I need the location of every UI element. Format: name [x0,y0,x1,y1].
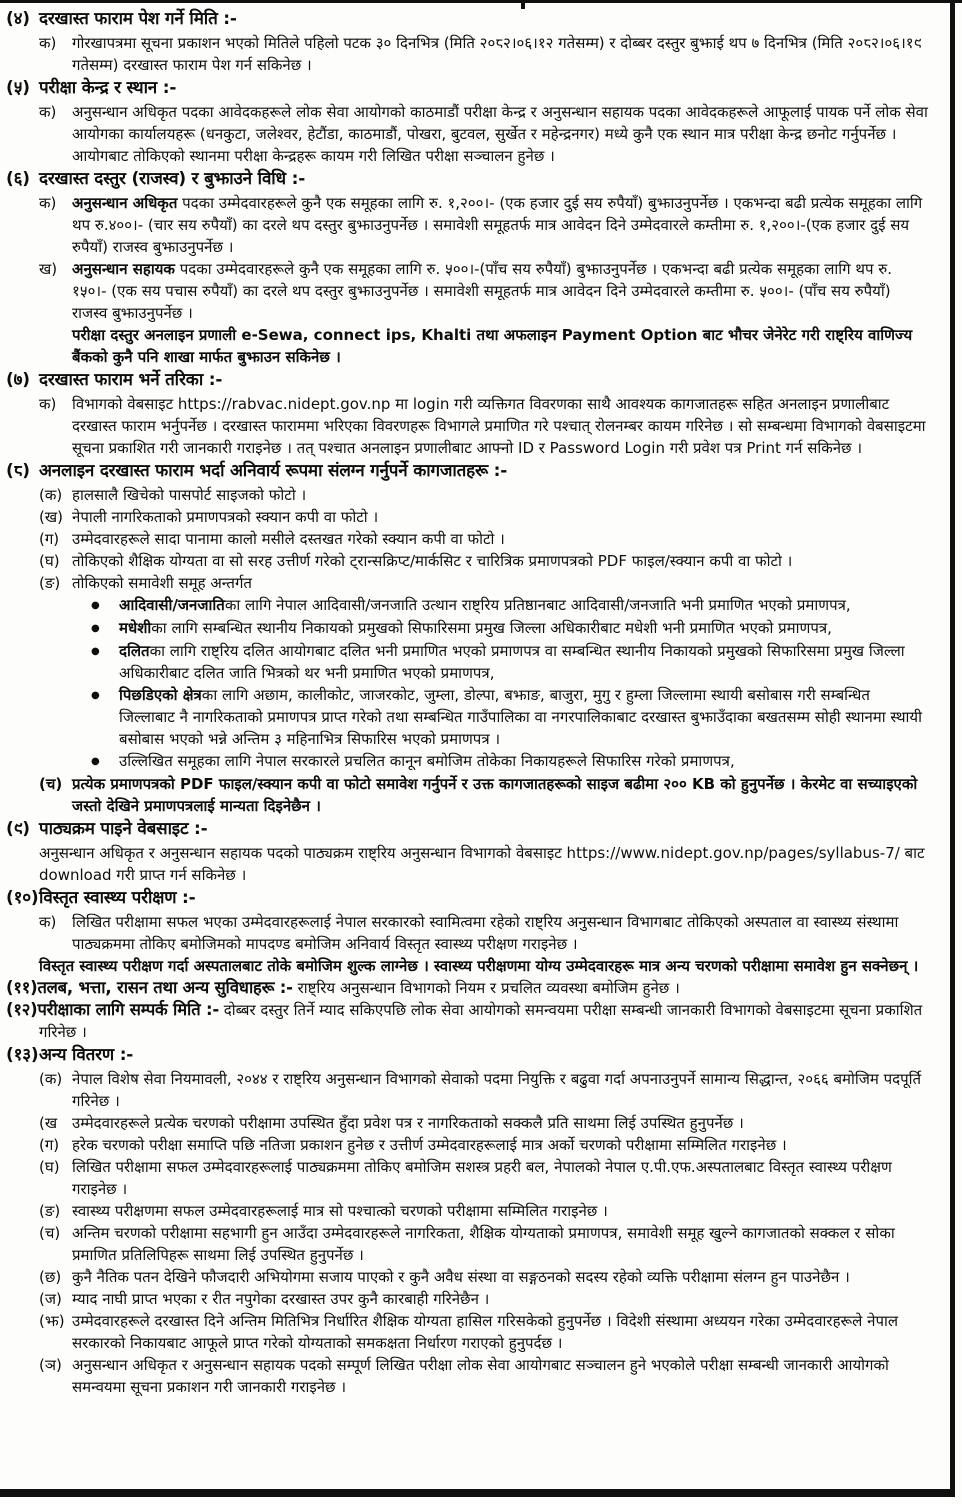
item-text [72,572,930,594]
item-body-text: अन्तिम चरणको परीक्षामा सहभागी हुन आउँदा उम्मेदवारहरूले नागरिकता, शैक्षिक योग्यताको प्रमाणपत्र, समावेशी समूह खुल्ने कागजातको सक्कल र सोका प्रमाणित प्रतिलिपिहरू साथमा लिई उपस्थित हुनुपर्नेछ । [72,1224,895,1264]
item-label: (ञ) [39,1356,62,1374]
item-label: ख) [39,260,58,278]
bullet-icon: ● [91,600,100,611]
item-label: क) [39,34,57,52]
item-body-text: कुनै नैतिक पतन देखिने फौजदारी अभियोगमा सजाय पाएको र कुनै अवैध संस्था वा सङ्गठनको सदस्य रहेको व्यक्ति परीक्षामा संलग्न हुन पाउनेछैन । [72,1268,850,1286]
list-item [39,1354,930,1398]
list-item [39,1156,930,1200]
bullet-icon: ● [91,623,100,634]
section-title: विस्तृत स्वास्थ्य परीक्षण :- [39,888,196,908]
item-label: (घ) [39,1158,60,1176]
list-item [39,484,930,506]
item-label: (ङ) [39,574,61,592]
list-item [39,192,930,258]
item-label: (ग) [39,530,60,548]
item-text [72,101,930,167]
section-title: पाठ्यक्रम पाइने वेबसाइट :- [39,819,208,839]
section-title: तलब, भत्ता, रासन तथा अन्य सुविधाहरू :- [37,978,293,997]
section-7 [6,368,930,459]
list-item [39,1200,930,1222]
bullet-text [119,684,930,750]
item-body-text: अनुसन्धान अधिकृत पदका आवेदकहरूले लोक सेवा आयोगको काठमाडौं परीक्षा केन्द्र र अनुसन्धान सहायक पदका आवेदकहरूले आफूलाई पायक पर्ने लोक सेवा आयोगका कार्यालयहरू (धनकुटा, जलेश्वर, हेटौंडा, काठमाडौं, पोखरा, बुटवल, सुर्खेत र महेन्द्रनगर) मध्ये कुनै एक स्थान मात्र परीक्षा केन्द्र छनोट गर्नुपर्नेछ । आयोगबाट तोकिएको स्थानमा परीक्षा केन्द्रहरू कायम गरी लिखित परीक्षा सञ्चालन हुनेछ । [72,103,928,165]
item-text [72,528,930,550]
item-body-text: स्वास्थ्य परीक्षणमा सफल उम्मेदवारहरूलाई मात्र सो पश्चात्को चरणको परीक्षामा सम्मिलित गराइनेछ । [72,1202,608,1220]
section-number: (६) [6,169,30,189]
item-body-text: पदका उम्मेदवारहरूले कुनै एक समूहका लागि रु. ५००।-(पाँच सय रुपैयाँ) बुझाउनुपर्नेछ । एकभन्दा बढी प्रत्येक समूहका लागि थप रु. १५०।- (एक सय पचास रुपैयाँ) का दरले थप दस्तुर बुझाउनुपर्नेछ । समावेशी समूहतर्फ मात्र आवेदन दिने उम्मेदवारले कम्तीमा रु. ५००।- (पाँच सय रुपैयाँ) राजस्व बुझाउनुपर्नेछ । [72,260,892,322]
item-text [72,1266,930,1288]
item-text [72,192,930,258]
section-title: दरखास्त दस्तुर (राजस्व) र बुझाउने विधि :- [39,169,306,189]
item-body-text: प्रत्येक प्रमाणपत्रको PDF फाइल/स्क्यान कपी वा फोटो समावेश गर्नुपर्ने र उक्त कागजातहरूको साइज बढीमा २०० KB को हुनुपर्नेछ । केरमेट वा सच्याइएको जस्तो देखिने प्रमाणपत्रलाई मान्यता दिइनेछैन । [72,775,918,815]
item-label: (ज) [39,1290,62,1308]
item-text [72,32,930,76]
item-label: (ख [39,1114,58,1132]
item-label: क) [39,103,57,121]
item-body-text: पदका उम्मेदवारहरूले कुनै एक समूहका लागि रु. १,२००।- (एक हजार दुई सय रुपैयाँ) बुझाउनुपर्नेछ । एकभन्दा बढी प्रत्येक समूहका लागि थप रु.४००।- (चार सय रुपैयाँ) का दरले थप दस्तुर बुझाउनुपर्नेछ । समावेशी समूहतर्फ मात्र आवेदन दिने उम्मेदवारले कम्तीमा रु. १,२००।-(एक हजार दुई सय रुपैयाँ) राजस्व बुझाउनुपर्नेछ । [72,194,923,256]
note-text: विस्तृत स्वास्थ्य परीक्षण गर्दा अस्पतालबाट तोके बमोजिम शुल्क लाग्नेछ । स्वास्थ्य परीक्षणमा योग्य उम्मेदवारहरू मात्र अन्य चरणको परीक्षामा समावेश हुन सक्नेछन् । [39,957,919,975]
list-item [39,1134,930,1156]
section-heading [6,368,930,393]
item-text [72,550,930,572]
section-heading [6,7,930,32]
section-heading [6,167,930,192]
bullet-item [91,594,930,617]
item-label: (छ) [39,1268,62,1286]
section-heading [6,1043,930,1068]
section-12 [6,999,930,1043]
bullet-body-text: का लागि नेपाल आदिवासी/जनजाति उत्थान राष्ट्रिय प्रतिष्ठानबाट आदिवासी/जनजाति भनी प्रमाणित भएको प्रमाणपत्र, [224,596,851,614]
bullet-item [91,640,930,684]
item-text [72,506,930,528]
item-body-text: उम्मेदवारहरूले दरखास्त दिने अन्तिम मितिभित्र निर्धारित शैक्षिक योग्यता हासिल गरिसकेको हुनुपर्नेछ । विदेशी संस्थामा अध्ययन गरेका उम्मेदवारहरूले नेपाल सरकारको निकायबाट आफूले प्राप्त गरेको योग्यताको समकक्षता निर्धारण गराएको हुनुपर्दछ । [72,1312,899,1352]
item-label: क) [39,194,57,212]
bullet-text [119,617,930,640]
item-text [72,1200,930,1222]
section-title: परीक्षा केन्द्र र स्थान :- [39,78,177,98]
list-item [39,911,930,955]
item-body-text: विभागको वेबसाइट https://rabvac.nidept.gov.np मा login गरी व्यक्तिगत विवरणका साथै आवश्यक कागजातहरू सहित अनलाइन प्रणालीबाट दरखास्त फाराम भर्नुपर्नेछ । दरखास्त फाराममा भरिएका विवरणहरू विभागले प्रमाणित गरे पश्चात् रोलनम्बर कायम गरिनेछ । सो सम्बन्धमा विभागको वेबसाइटमा सूचना प्रकाशित गरी जानकारी गराइनेछ । तत् पश्चात अनलाइन प्रणालीबाट आफ्नो ID र Password Login गरी प्रवेश पत्र Print गर्न सकिनेछ । [72,395,926,457]
item-body-text: हालसालै खिचेको पासपोर्ट साइजको फोटो । [72,486,307,504]
item-body-text: म्याद नाघी प्राप्त भएका र रीत नपुगेका दरखास्त उपर कुनै कारबाही गरिनेछैन । [72,1290,490,1308]
section-heading [6,459,930,484]
bullet-body-text: का लागि सम्बन्धित स्थानीय निकायको प्रमुखको सिफारिसमा प्रमुख जिल्ला अधिकारीबाट मधेशी भनी प्रमाणित भएको प्रमाणपत्र, [151,619,832,637]
bullet-item [91,617,930,640]
section-title: अन्य वितरण :- [39,1045,134,1065]
section-number: (१२) [6,1000,38,1019]
section-title: अनलाइन दरखास्त फाराम भर्दा अनिवार्य रूपमा संलग्न गर्नुपर्ने कागजातहरू :- [39,461,508,481]
section-8 [6,459,930,817]
item-body-text: उम्मेदवारहरूले प्रत्येक चरणको परीक्षामा उपस्थित हुँदा प्रवेश पत्र र नागरिकताको सक्कलै प्रति साथमा लिई उपस्थित हुनुपर्नेछ । [72,1114,744,1132]
bullet-item [91,750,930,773]
section-number: (७) [6,370,30,390]
bullet-lead-text: मधेशी [119,619,152,637]
section-number: (११) [6,978,38,997]
section-heading [6,977,930,999]
list-item [39,393,930,459]
item-text [72,1068,930,1112]
item-label: (ख) [39,508,63,526]
item-text [72,484,930,506]
item-body-text: लिखित परीक्षामा सफल उम्मेदवारहरूलाई पाठ्यक्रममा तोकिए बमोजिम सशस्त्र प्रहरी बल, नेपालको नेपाल ए.पी.एफ.अस्पतालबाट विस्तृत स्वास्थ्य परीक्षण गराइनेछ । [72,1158,892,1198]
section-6 [6,167,930,368]
section-title: दरखास्त फाराम पेश गर्ने मिति :- [39,9,237,29]
section-body-text: अनुसन्धान अधिकृत र अनुसन्धान सहायक पदको पाठ्यक्रम राष्ट्रिय अनुसन्धान विभागको वेबसाइट https://www.nidept.gov.np/pages/syllabus-7/ बाट download गरी प्राप्त गर्न सकिनेछ । [39,844,925,884]
bullet-icon: ● [91,646,100,657]
bullet-text [119,640,930,684]
item-body-text: नेपाली नागरिकताको प्रमाणपत्रको स्क्यान कपी वा फोटो । [72,508,379,526]
note-text: परीक्षा दस्तुर अनलाइन प्रणाली e-Sewa, connect ips, Khalti तथा अफलाइन Payment Option बाट भौचर जेनेरेट गरी राष्ट्रिय वाणिज्य बैंकको कुनै पनि शाखा मार्फत बुझाउन सकिनेछ । [72,326,913,366]
list-item [39,550,930,572]
section-inline-text: राष्ट्रिय अनुसन्धान विभागको नियम र प्रचलित व्यवस्था बमोजिम हुनेछ । [292,979,680,997]
bullet-body-text: का लागि अछाम, कालीकोट, जाजरकोट, जुम्ला, डोल्पा, बझाङ, बाजुरा, मुगु र हुम्ला जिल्लामा स्थायी बसोबास गरी सम्बन्धित जिल्लाबाट नै नागरिकताको प्रमाणपत्र प्राप्त गरेको तथा सम्बन्धित गाउँपालिका वा नगरपालिकाबाट दरखास्त बुझाउँदाका बखतसम्म सोही स्थानमा स्थायी बसोबास भएको भन्ने अन्तिम ३ महिनाभित्र सिफारिस भएको प्रमाणपत्र । [119,686,922,748]
item-label: (क) [39,486,63,504]
bullet-body-text: का लागि राष्ट्रिय दलित आयोगबाट दलित भनी प्रमाणित भएको प्रमाणपत्र वा सम्बन्धित स्थानीय निकायको प्रमुखको सिफारिसमा प्रमुख जिल्ला अधिकारीबाट दलित जाति भित्रको थर भनी प्रमाणित भएको प्रमाणपत्र, [119,642,905,682]
section-number: (४) [6,9,30,29]
list-item [39,1068,930,1112]
item-label: (ग) [39,1136,60,1154]
item-body-text: गोरखापत्रमा सूचना प्रकाशन भएको मितिले पहिलो पटक ३० दिनभित्र (मिति २०८२।०६।१२ गतेसम्म) र दोब्बर दस्तुर बुझाई थप ७ दिनभित्र (मिति २०८२।०६।१९ गतेसम्म) दरखास्त फाराम पेश गर्न सकिनेछ । [72,34,922,74]
bold-note [72,324,930,368]
item-text [72,1156,930,1200]
bullet-lead-text: पिछडिएको क्षेत्र [119,686,202,704]
list-item [39,528,930,550]
bottom-border [0,1489,955,1497]
item-body-text: लिखित परीक्षामा सफल भएका उम्मेदवारहरूलाई नेपाल सरकारको स्वामित्वमा रहेको राष्ट्रिय अनुसन्धान विभागबाट तोकिएको अस्पताल वा स्वास्थ्य संस्थामा पाठ्यक्रममा तोकिए बमोजिमको मापदण्ड बमोजिम अनिवार्य विस्तृत स्वास्थ्य परीक्षण गराइनेछ । [72,913,899,953]
section-heading [6,817,930,842]
list-item [39,506,930,528]
list-item [39,1222,930,1266]
section-number: (१३) [6,1045,39,1065]
list-item [39,572,930,594]
item-label: (घ) [39,552,60,570]
item-body-text: अनुसन्धान अधिकृत र अनुसन्धान सहायक पदको सम्पूर्ण लिखित परीक्षा लोक सेवा आयोगबाट सञ्चालन हुने भएकोले परीक्षा सम्बन्धी जानकारी आयोगको समन्वयमा सूचना प्रकाशन गरी जानकारी गराइनेछ । [72,1356,889,1396]
section-10 [6,886,930,977]
item-text [72,393,930,459]
section-heading [6,76,930,101]
item-label: (ङ) [39,1202,61,1220]
item-body-text: नेपाल विशेष सेवा नियमावली, २०४४ र राष्ट्रिय अनुसन्धान विभागको सेवाको पदमा नियुक्ति र बढुवा गर्दा अपनाउनुपर्ने सामान्य सिद्धान्त, २०६६ बमोजिम पदपूर्ति गरिनेछ । [72,1070,922,1110]
list-item [39,1112,930,1134]
list-item [39,32,930,76]
document-body [6,7,930,1398]
item-text [72,1310,930,1354]
item-lead-text: अनुसन्धान सहायक [72,260,175,278]
item-text [72,911,930,955]
section-inline-text: दोब्बर दस्तुर तिर्ने म्याद सकिएपछि लोक सेवा आयोगको समन्वयमा परीक्षा सम्बन्धी जानकारी विभागको वेबसाइटमा सूचना प्रकाशित गरिनेछ । [39,1001,923,1041]
list-item [39,1266,930,1288]
list-item [39,1310,930,1354]
list-item [39,101,930,167]
list-item [39,258,930,324]
bullet-lead-text: दलित [119,642,150,660]
bullet-text [119,594,930,617]
bullet-lead-text: आदिवासी/जनजाति [119,596,225,614]
item-text [72,1222,930,1266]
item-text [72,1288,930,1310]
bullet-icon: ● [91,690,100,701]
item-label: (च) [39,775,63,793]
section-number: (८) [6,461,30,481]
bullet-icon: ● [91,756,100,767]
item-body-text: उम्मेदवारहरूले सादा पानामा कालो मसीले दस्तखत गरेको स्क्यान कपी वा फोटो । [72,530,505,548]
bullet-item [91,684,930,750]
item-label: क) [39,913,57,931]
bold-note [39,955,930,977]
item-lead-text: अनुसन्धान अधिकृत [72,194,178,212]
bullet-text [119,750,930,773]
section-title: परीक्षाका लागि सम्पर्क मिति :- [37,1000,220,1019]
list-item [39,1288,930,1310]
section-number: (५) [6,78,30,98]
item-label: (क) [39,1070,63,1088]
item-body-text: तोकिएको समावेशी समूह अन्तर्गत [72,574,252,592]
section-number: (१०) [6,888,39,908]
item-text [72,258,930,324]
section-13 [6,1043,930,1398]
section-heading [6,999,930,1043]
item-text [72,773,930,817]
section-number: (९) [6,819,30,839]
section-title: दरखास्त फाराम भर्ने तरिका :- [39,370,223,390]
section-5 [6,76,930,167]
top-border [0,0,962,3]
item-label: (च) [39,1224,61,1242]
item-text [72,1134,930,1156]
item-text [72,1354,930,1398]
bullet-body-text: उल्लिखित समूहका लागि नेपाल सरकारले प्रचलित कानून बमोजिम तोकेका निकायहरूले सिफारिस गरेको प्रमाणपत्र, [119,752,735,770]
right-border [950,0,955,1497]
item-body-text: हरेक चरणको परीक्षा समाप्ति पछि नतिजा प्रकाशन हुनेछ र उत्तीर्ण उम्मेदवारहरूलाई मात्र अर्को चरणको परीक्षामा सम्मिलित गराइनेछ । [72,1136,787,1154]
item-label: (झ) [39,1312,65,1330]
section-4 [6,7,930,76]
item-text [72,1112,930,1134]
item-body-text: तोकिएको शैक्षिक योग्यता वा सो सरह उत्तीर्ण गरेको ट्रान्सक्रिप्ट/मार्कसिट र चारित्रिक प्रमाणपत्रको PDF फाइल/स्क्यान कपी वा फोटो । [72,552,793,570]
section-9 [6,817,930,886]
section-body [39,842,930,886]
list-item [39,773,930,817]
section-heading [6,886,930,911]
section-11 [6,977,930,999]
item-label: क) [39,395,57,413]
